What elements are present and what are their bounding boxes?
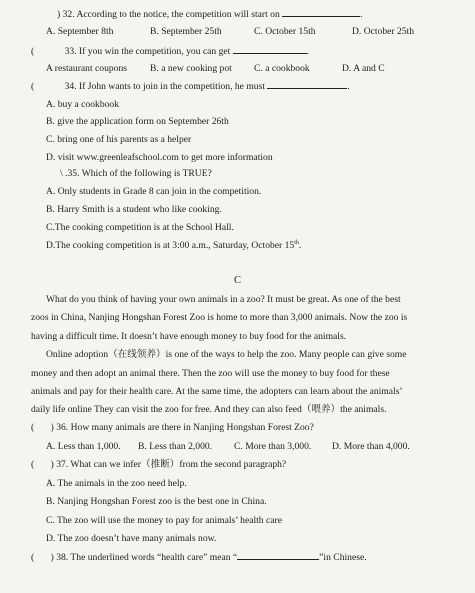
q32-end: . [360,9,363,20]
q32-stem-line [57,8,363,21]
q33-option-b[interactable]: B. a new cooking pot [150,63,232,74]
q37-option-d[interactable]: D. The zoo doesn’t have many animals now. [46,533,217,544]
q35-option-d[interactable] [46,240,301,252]
para2-line-1: Online adoption（在线领养）is one of the ways to help the zoo. Many people can give some [46,349,407,360]
q34-option-a[interactable]: A. buy a cookbook [46,99,120,110]
q32-option-b[interactable]: B. September 25th [150,26,222,37]
q33-end: . [306,46,310,57]
q36-option-d[interactable]: D. More than 4,000. [332,441,410,452]
q33-option-d[interactable]: D. A and C [342,63,385,74]
q36-stem: ) 36. How many animals are there in Nanjing Hongshan Forest Zoo? [50,422,314,433]
q33-option-a[interactable]: A restaurant coupons [46,63,127,74]
q32-option-d[interactable]: D. October 25th [352,26,415,37]
q38-stem: ) 38. The underlined words “health care” mean “ [50,552,238,563]
q35-option-b[interactable]: B. Harry Smith is a student who like cooking. [46,204,222,215]
q33-stem: 33. If you win the competition, you can get [64,46,231,57]
q32-answer-blank[interactable] [282,8,360,17]
q35-option-d-text: D.The cooking competition is at 3:00 a.m., Saturday, October 15 [46,240,295,251]
q34-end: . [347,81,350,92]
q34-option-d[interactable]: D. visit www.greenleafschool.com to get more information [46,152,273,163]
q35-option-d-sup: th [294,239,299,246]
q35-option-d-end: . [298,240,302,251]
q34-stem-line [31,80,350,93]
para2-line-3: animals and pay for their health care. At the same time, the adopters can learn about the animals’ [31,386,403,397]
q38-stem-line [31,551,367,564]
q34-option-b[interactable]: B. give the application form on September 26th [46,116,229,127]
q37-paren: ( [31,459,35,470]
q35-option-a[interactable]: A. Only students in Grade 8 can join in the competition. [46,186,262,197]
q32-option-a[interactable]: A. September 8th [46,26,114,37]
section-c-title: C [233,275,241,286]
para1-line-3: having a difficult time. It doesn’t have enough money to buy food for the animals. [31,331,347,342]
para1-line-2: zoos in China, Nanjing Hongshan Forest Zoo is home to more than 3,000 animals. Now the zoo is [31,312,408,323]
q32-option-c[interactable]: C. October 15th [254,26,316,37]
q36-paren: ( [31,422,35,433]
q35-stem: .35. Which of the following is TRUE? [65,168,212,179]
q33-stem-line [31,45,309,58]
q36-option-b[interactable]: B. Less than 2,000. [138,441,213,452]
q36-option-c[interactable]: C. More than 3,000. [234,441,312,452]
q34-answer-blank[interactable] [267,80,347,89]
q38-end: ”in Chinese. [319,552,367,563]
para2-line-4: daily life online They can visit the zoo for free. And they can also feed（喂养）the animals. [31,404,387,415]
q33-option-c[interactable]: C. a cookbook [254,63,310,74]
q35-paren: \ [60,168,63,179]
q32-stem: 32. According to the notice, the competition will start on [62,9,280,20]
q32-paren: ) [57,9,61,20]
q35-stem-line [60,168,212,180]
para2-line-2: money and then adopt an animal there. Then the zoo will use the money to buy food for these [31,368,390,379]
q37-stem-line [31,459,286,471]
q37-option-b[interactable]: B. Nanjing Hongshan Forest zoo is the best one in China. [46,496,267,507]
q34-option-c[interactable]: C. bring one of his parents as a helper [46,134,192,145]
q38-answer-blank[interactable] [237,551,319,560]
q36-stem-line [31,422,314,434]
q34-stem: 34. If John wants to join in the competition, he must [64,81,265,92]
q37-option-c[interactable]: C. The zoo will use the money to pay for animals’ health care [46,515,282,526]
q38-paren: ( [31,552,35,563]
q34-paren: ( [31,81,35,92]
q37-stem: ) 37. What can we infer（推断）from the second paragraph? [50,459,287,470]
q37-option-a[interactable]: A. The animals in the zoo need help. [46,478,187,489]
para1-line-1: What do you think of having your own animals in a zoo? It must be great. As one of the best [46,294,401,305]
q36-option-a[interactable]: A. Less than 1,000. [46,441,121,452]
q33-paren: ( [31,46,35,57]
q35-option-c[interactable]: C.The cooking competition is at the School Hall. [46,222,234,233]
q33-answer-blank[interactable] [233,45,307,54]
